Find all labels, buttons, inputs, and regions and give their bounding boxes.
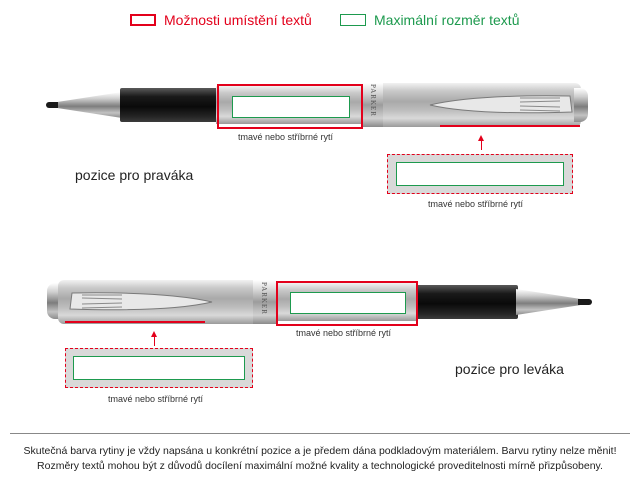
clip-engraving-label: tmavé nebo stříbrné rytí [428,199,524,209]
pen-barrel [120,88,220,122]
barrel-engraving-label: tmavé nebo stříbrné rytí [238,132,334,142]
pen-brand-text: PARKER [369,84,377,117]
footer-note-line2: Rozměry textů mohou být z důvodů docílení maximální možné kvality a technologické proveditelnosti mírně přizpůsobeny. [37,460,603,472]
arrow-up [151,331,157,337]
legend-placement [130,12,312,28]
clip-engraving-label: tmavé nebo stříbrné rytí [108,394,204,404]
max-size-frame-clip [396,162,564,186]
pen-tip [578,299,592,305]
barrel-engraving-label: tmavé nebo stříbrné rytí [296,328,392,338]
max-size-swatch [340,14,366,26]
position-label-left: pozice pro leváka [455,361,564,377]
pen-clip [420,90,580,120]
legend-max-size-label: Maximální rozměr textů [374,12,520,28]
max-size-frame-barrel [290,292,406,314]
position-label-right: pozice pro praváka [75,167,194,183]
pen-tip [46,102,60,108]
placement-line-clip [65,321,205,323]
arrow-stem [154,336,155,346]
pen-clip [62,287,222,317]
placement-swatch [130,14,156,26]
max-size-frame-barrel [232,96,350,118]
legend-placement-label: Možnosti umístění textů [164,12,312,28]
pen-brand-text: PARKER [260,282,268,315]
max-size-frame-clip [73,356,245,380]
legend-max-size [340,12,519,28]
pen-grip-cone [58,92,122,118]
footer-note-line1: Skutečná barva rytiny je vždy napsána u konkrétní pozice a je předem dána podkladovým materiálem. Barvu rytiny nelze měnit! [23,445,617,457]
placement-line-clip [440,125,580,127]
arrow-up [478,135,484,141]
pen-grip-cone [516,289,580,315]
arrow-stem [481,140,482,150]
footer-divider [10,433,630,434]
pen-barrel [416,285,518,319]
